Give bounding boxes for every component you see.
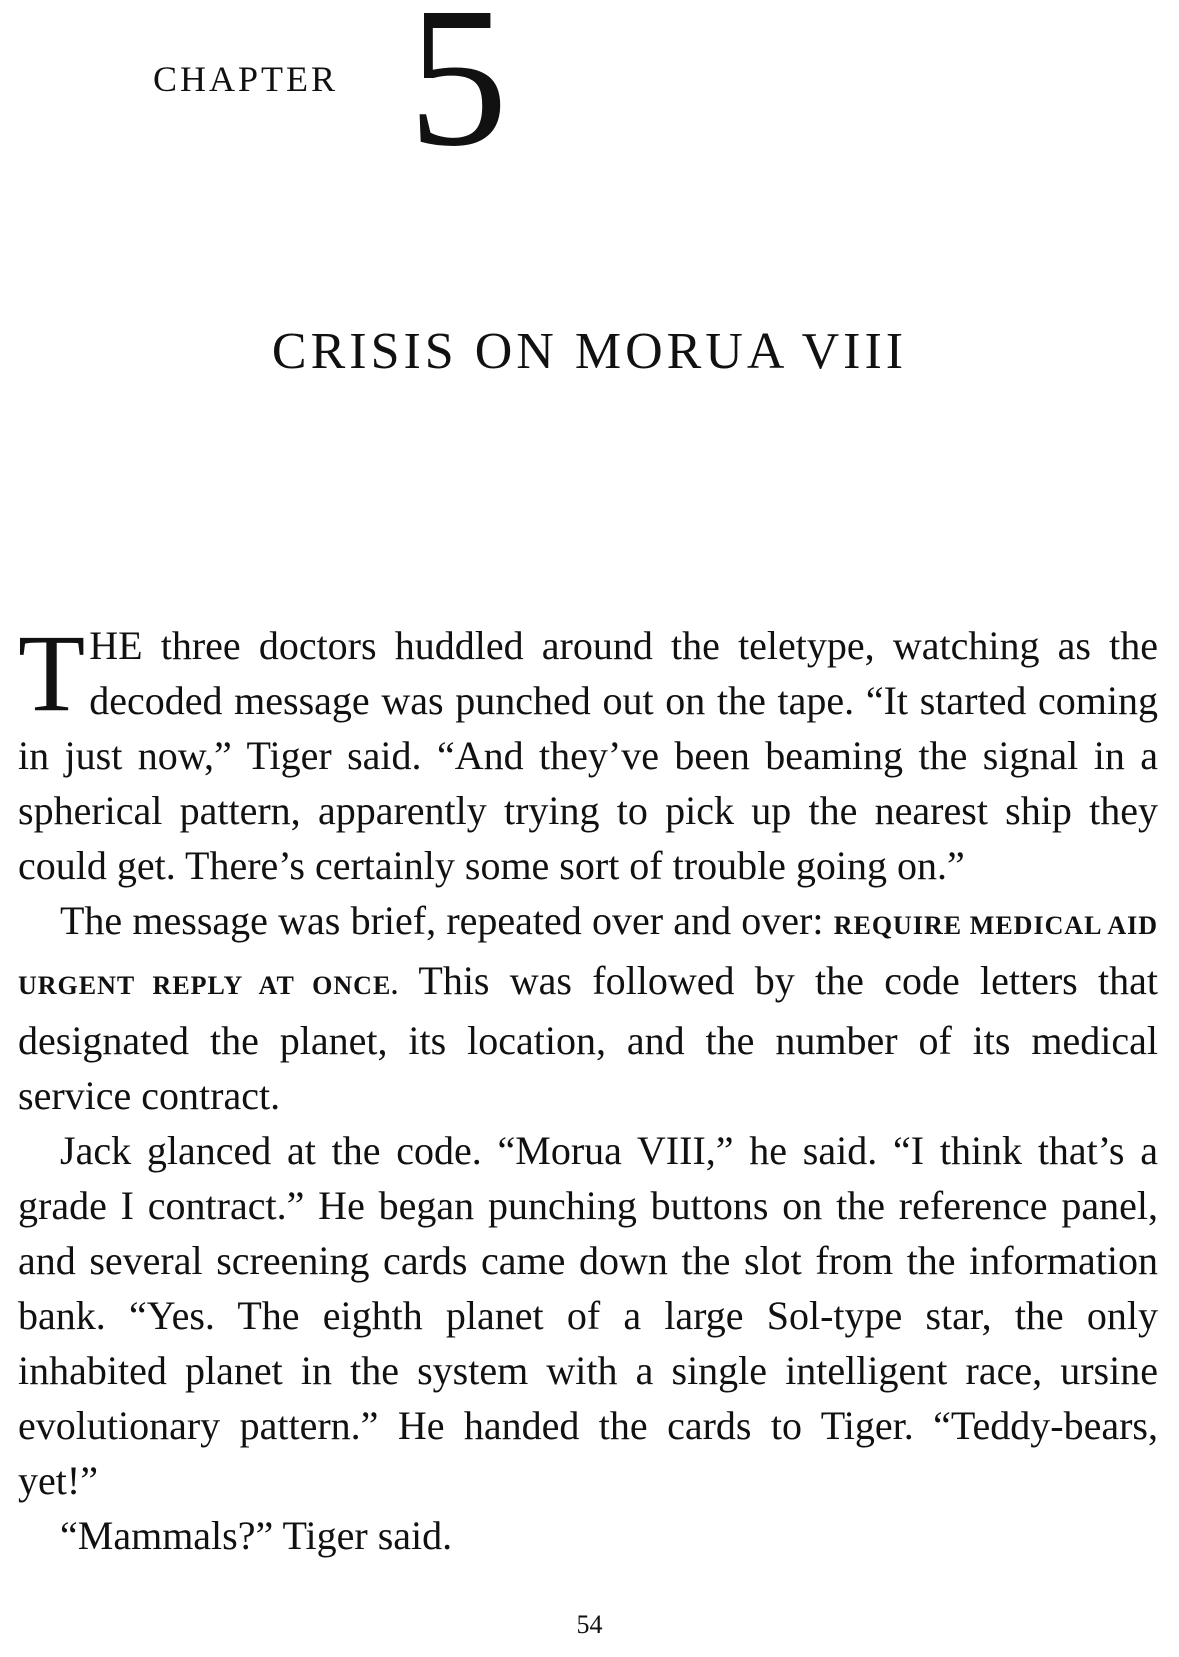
drop-cap: T: [18, 612, 86, 734]
paragraph-4: [18, 1508, 1158, 1563]
chapter-title: CRISIS ON MORUA VIII: [271, 323, 908, 380]
paragraph-2-lead: The message was brief, repeated over and over:: [60, 898, 834, 943]
paragraph-1-text: three doctors huddled around the teletype, watching as the decoded message was punched out on the tape. “It started coming in just now,” Tiger said. “And they’ve been beaming the signal in a spherical pattern, apparently trying to pick up the nearest ship they could get. There’s certainly some sort of trouble going on.”: [18, 623, 1158, 888]
paragraph-3-text: Jack glanced at the code. “Morua VIII,” he said. “I think that’s a grade I contract.” He began punching buttons on the reference panel, and several screening cards came down the slot from the information bank. “Yes. The eighth planet of a large Sol-type star, the only inhabited planet in the system with a single intelligent race, ursine evolutionary pattern.” He handed the cards to Tiger. “Teddy-bears, yet!”: [18, 1128, 1158, 1503]
paragraph-2-rest: This was followed by the code letters that designated the planet, its location, and the number of its medical service contract.: [18, 958, 1159, 1118]
paragraph-2: [18, 893, 1158, 1123]
chapter-body: [18, 612, 1159, 1563]
urgent-message-text: REQUIRE MEDICAL AID URGENT REPLY AT ONCE.: [18, 911, 1159, 1000]
paragraph-1: [18, 612, 1158, 893]
page-number: 54: [576, 1610, 603, 1639]
chapter-label: CHAPTER: [153, 59, 339, 99]
first-word: HE: [89, 623, 143, 668]
paragraph-3: [18, 1123, 1158, 1508]
paragraph-4-text: “Mammals?” Tiger said.: [60, 1513, 453, 1558]
chapter-number: 5: [408, 0, 508, 188]
